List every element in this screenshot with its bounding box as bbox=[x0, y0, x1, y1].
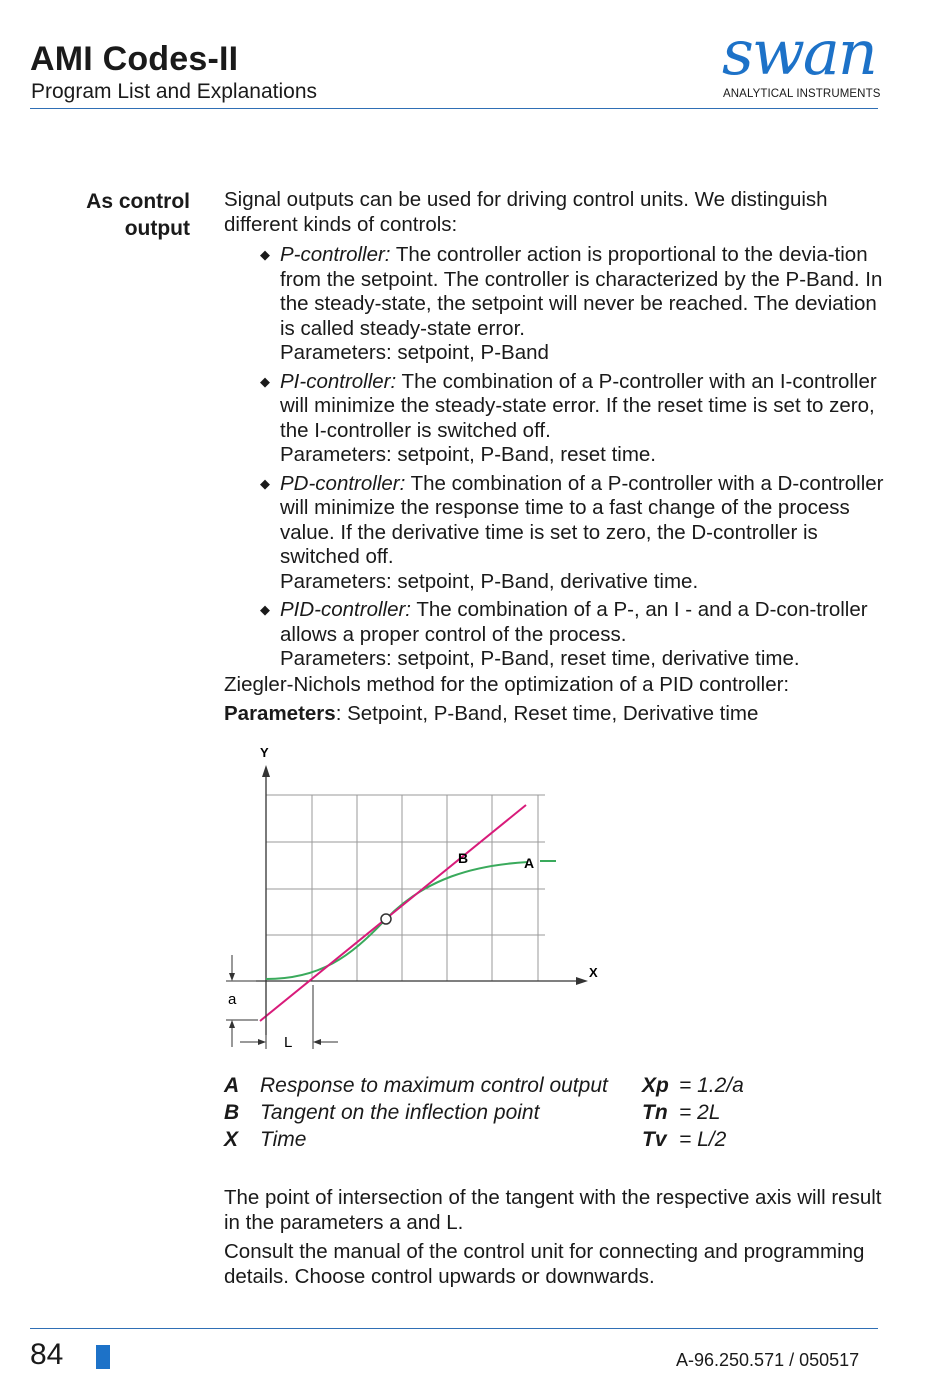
bullet-text: The combination of a P-controller with a D-controller will minimize the response time to a fast change of the process value. If the derivative time is set to zero, the D-controller is switched off. bbox=[280, 471, 884, 568]
y-axis-label: Y bbox=[260, 745, 269, 760]
bullet-params: Parameters: setpoint, P-Band bbox=[280, 341, 549, 364]
legend-key: A bbox=[224, 1074, 240, 1097]
legend-description: Tangent on the inflection point bbox=[260, 1101, 540, 1124]
diamond-bullet-icon: ◆ bbox=[260, 475, 270, 491]
a-dimension-up-arrow-icon bbox=[229, 1020, 235, 1028]
bullet-text: The combination of a P-, an I - and a D-con-troller allows a proper control of the process. bbox=[280, 598, 868, 646]
diamond-bullet-icon: ◆ bbox=[260, 247, 270, 262]
closing-paragraph-2: Consult the manual of the control unit for connecting and programming details. Choose control upwards or downwards. bbox=[224, 1240, 865, 1288]
section-label-line1: As control bbox=[86, 190, 190, 213]
bullet-params: Parameters: setpoint, P-Band, reset time. bbox=[280, 443, 656, 466]
logo-wordmark: swan bbox=[722, 16, 876, 89]
a-dimension-label: a bbox=[228, 991, 237, 1008]
legend-description: Response to maximum control output bbox=[260, 1074, 608, 1097]
bullet-lead: PI-controller: bbox=[280, 369, 397, 393]
bullet-text: The controller action is proportional to the devia-tion from the setpoint. The controller is characterized by the P-Band. In the steady-state, the setpoint will never be reached. The deviation is called steady-state error. bbox=[280, 243, 883, 340]
a-dimension-down-arrow-icon bbox=[229, 973, 235, 981]
ziegler-nichols-diagram bbox=[210, 735, 630, 1065]
page-marker bbox=[96, 1345, 110, 1369]
bullet-params: Parameters: setpoint, P-Band, derivative time. bbox=[280, 569, 699, 593]
legend-symbol: Tn bbox=[642, 1101, 668, 1124]
legend-row bbox=[224, 1074, 844, 1101]
diamond-bullet-icon: ◆ bbox=[260, 602, 270, 617]
legend-description: Time bbox=[260, 1128, 307, 1151]
logo-tagline: ANALYTICAL INSTRUMENTS bbox=[723, 88, 881, 100]
bullet-lead: PD-controller: bbox=[280, 471, 406, 495]
x-axis-label: X bbox=[589, 965, 598, 980]
curve-a-response bbox=[266, 862, 528, 979]
controller-list bbox=[258, 243, 888, 676]
footer-rule bbox=[30, 1328, 878, 1329]
legend-key: B bbox=[224, 1101, 240, 1124]
swan-logo bbox=[720, 16, 885, 106]
legend-formula: = 1.2/a bbox=[679, 1074, 744, 1097]
y-axis-arrow-icon bbox=[262, 765, 270, 777]
ziegler-nichols-line: Ziegler-Nichols method for the optimization of a PID controller: bbox=[224, 673, 790, 696]
legend-symbol: Tv bbox=[642, 1128, 667, 1151]
diamond-bullet-icon: ◆ bbox=[260, 373, 270, 389]
legend-symbol: Xp bbox=[642, 1074, 669, 1097]
document-subtitle: Program List and Explanations bbox=[31, 80, 317, 103]
list-item bbox=[258, 370, 888, 468]
bullet-lead: P-controller: bbox=[280, 243, 391, 266]
legend-formula: = L/2 bbox=[679, 1128, 727, 1151]
bullet-params: Parameters: setpoint, P-Band, reset time, derivative time. bbox=[280, 647, 800, 670]
document-title: AMI Codes-II bbox=[30, 40, 239, 78]
bullet-text: The combination of a P-controller with an I-controller will minimize the steady-state error. If the reset time is set to zero, the I-controller is switched off. bbox=[280, 369, 877, 442]
parameters-bold: Parameters bbox=[224, 702, 336, 725]
legend-row bbox=[224, 1128, 844, 1155]
legend-key: X bbox=[224, 1128, 239, 1151]
document-code: A-96.250.571 / 050517 bbox=[676, 1350, 860, 1370]
closing-paragraph-1: The point of intersection of the tangent with the respective axis will result in the parameters a and L. bbox=[224, 1186, 882, 1234]
l-dimension-left-arrow-icon bbox=[313, 1039, 321, 1045]
bullet-lead: PID-controller: bbox=[280, 598, 412, 621]
section-label bbox=[60, 188, 190, 242]
legend-formula: = 2L bbox=[679, 1101, 721, 1124]
parameters-line bbox=[224, 702, 758, 727]
tangent-b-line bbox=[260, 805, 526, 1021]
list-item bbox=[258, 472, 888, 595]
x-axis-arrow-icon bbox=[576, 977, 588, 985]
list-item bbox=[258, 598, 888, 672]
header-rule bbox=[30, 108, 878, 109]
tangent-b-label: B bbox=[458, 850, 469, 866]
section-label-line2: output bbox=[124, 217, 190, 240]
parameters-rest: : Setpoint, P-Band, Reset time, Derivative time bbox=[335, 702, 759, 725]
l-dimension-right-arrow-icon bbox=[258, 1039, 266, 1045]
inflection-point-marker bbox=[381, 914, 391, 924]
legend-row bbox=[224, 1101, 844, 1128]
diagram-legend bbox=[224, 1074, 844, 1155]
intro-paragraph: Signal outputs can be used for driving control units. We distinguish different kinds of controls: bbox=[224, 188, 828, 236]
curve-a-label: A bbox=[524, 855, 535, 871]
l-dimension-label: L bbox=[284, 1034, 293, 1051]
list-item bbox=[258, 243, 888, 366]
page-number: 84 bbox=[30, 1338, 64, 1371]
